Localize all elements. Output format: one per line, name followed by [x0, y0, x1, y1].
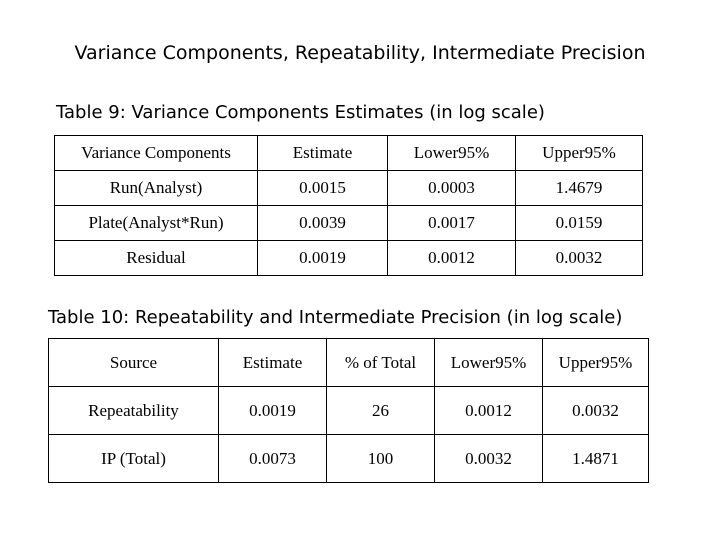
table-cell: 0.0019	[219, 387, 327, 435]
table-cell: 0.0032	[435, 435, 543, 483]
table-cell: 0.0012	[435, 387, 543, 435]
table-cell: 100	[327, 435, 435, 483]
table-header-row	[49, 339, 649, 387]
table-cell: 0.0032	[516, 241, 643, 276]
table-cell: 0.0012	[388, 241, 516, 276]
table9-caption: Table 9: Variance Components Estimates (in log scale)	[56, 102, 545, 123]
table-cell: Plate(Analyst*Run)	[55, 206, 258, 241]
table-row	[49, 387, 649, 435]
header-cell: Source	[49, 339, 219, 387]
header-cell: Upper95%	[516, 136, 643, 171]
header-cell: Upper95%	[543, 339, 649, 387]
table-cell: 0.0073	[219, 435, 327, 483]
header-cell: % of Total	[327, 339, 435, 387]
header-cell: Estimate	[258, 136, 388, 171]
repeatability-precision-table	[48, 338, 649, 483]
table-cell: 26	[327, 387, 435, 435]
table-cell: IP (Total)	[49, 435, 219, 483]
table-cell: 0.0017	[388, 206, 516, 241]
header-cell: Estimate	[219, 339, 327, 387]
table10-caption: Table 10: Repeatability and Intermediate Precision (in log scale)	[48, 307, 623, 328]
table-row	[55, 241, 643, 276]
table-cell: Repeatability	[49, 387, 219, 435]
variance-components-table	[54, 135, 643, 276]
table-cell: Run(Analyst)	[55, 171, 258, 206]
table-cell: 1.4871	[543, 435, 649, 483]
table-cell: 0.0039	[258, 206, 388, 241]
table-cell: Residual	[55, 241, 258, 276]
table-row	[55, 171, 643, 206]
table-row	[55, 206, 643, 241]
table-cell: 0.0003	[388, 171, 516, 206]
table-cell: 0.0159	[516, 206, 643, 241]
header-cell: Variance Components	[55, 136, 258, 171]
header-cell: Lower95%	[388, 136, 516, 171]
table-cell: 0.0032	[543, 387, 649, 435]
table-cell: 1.4679	[516, 171, 643, 206]
slide-title: Variance Components, Repeatability, Intermediate Precision	[74, 42, 646, 64]
header-cell: Lower95%	[435, 339, 543, 387]
table-cell: 0.0015	[258, 171, 388, 206]
table-cell: 0.0019	[258, 241, 388, 276]
table-header-row	[55, 136, 643, 171]
table-row	[49, 435, 649, 483]
